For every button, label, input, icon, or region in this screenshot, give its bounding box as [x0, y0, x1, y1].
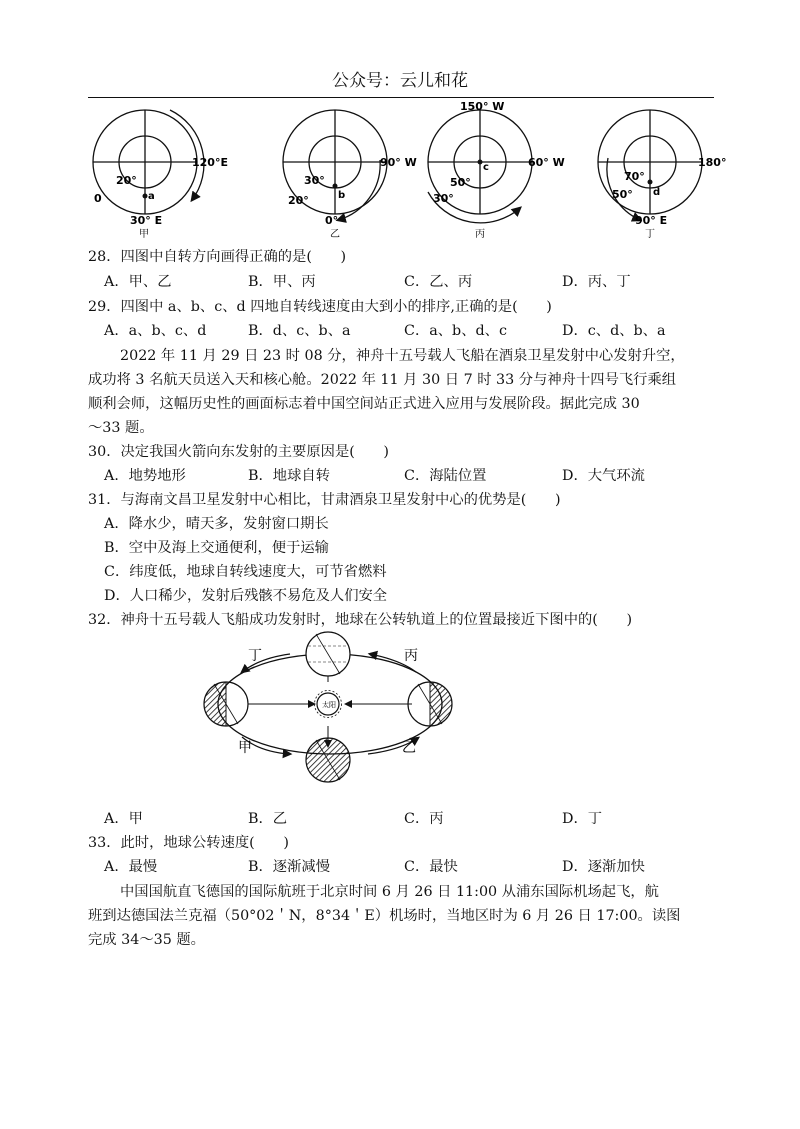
passage2-line-3: 完成 34～35 题。 — [88, 932, 205, 948]
q32-stem: 32．神舟十五号载人飞船成功发射时，地球在公转轨道上的位置最接近下图中的( ) — [88, 612, 633, 628]
bing-lat-50: 50° — [450, 176, 471, 189]
panel-bing — [428, 110, 532, 223]
bing-lat-30: 30° — [433, 192, 454, 205]
q29-stem: 29．四图中 a、b、c、d 四地自转线速度由大到小的排序,正确的是( ) — [88, 299, 552, 315]
jia-label: 甲 — [139, 229, 149, 240]
q29-option-b: B．d、c、b、a — [248, 323, 351, 339]
sun-label: 太阳 — [322, 701, 336, 709]
orbit-label-yi: 乙 — [402, 740, 416, 756]
q31-option-b: B．空中及海上交通便利，便于运输 — [104, 540, 329, 556]
yi-lon-0: 0° — [325, 214, 339, 227]
q33-option-b: B．逐渐减慢 — [248, 859, 330, 875]
q32-option-b: B．乙 — [248, 811, 288, 827]
q30-stem: 30．决定我国火箭向东发射的主要原因是( ) — [88, 444, 389, 460]
q31-option-c: C．纬度低，地球自转线速度大，可节省燃料 — [104, 564, 387, 580]
q32-option-d: D．丁 — [562, 811, 603, 827]
q33-option-d: D．逐渐加快 — [562, 859, 645, 875]
q33-option-c: C．最快 — [404, 859, 458, 875]
passage2-line-1: 中国国航直飞德国的国际航班于北京时间 6 月 26 日 11:00 从浦东国际机场起飞，航 — [120, 884, 659, 900]
bing-label: 丙 — [475, 229, 485, 240]
bing-point-c: c — [483, 162, 489, 173]
panel-ding — [598, 110, 702, 220]
q31-option-d: D．人口稀少，发射后残骸不易危及人们安全 — [104, 588, 388, 604]
earth-left-icon — [204, 682, 248, 726]
header-rule — [88, 97, 714, 98]
q33-option-a: A．最慢 — [104, 859, 158, 875]
earth-top-icon — [306, 632, 350, 676]
passage2-line-2: 班到达德国法兰克福（50°02＇N，8°34＇E）机场时，当地区时为 6 月 26 日 17:00。读图 — [88, 908, 681, 924]
q28-option-c: C．乙、丙 — [404, 274, 473, 290]
q29-option-a: A．a、b、c、d — [104, 323, 207, 339]
q30-option-d: D．大气环流 — [562, 468, 645, 484]
passage1-line-1: 2022 年 11 月 29 日 23 时 08 分，神舟十五号载人飞船在酒泉卫星发射中心发射升空， — [120, 348, 685, 364]
jia-lat-20: 20° — [116, 174, 137, 187]
ding-lat-70: 70° — [624, 170, 645, 183]
bing-lon-150w: 150° W — [460, 100, 505, 113]
ding-lon-180: 180° — [698, 156, 727, 169]
orbit-figure — [190, 632, 470, 782]
q28-stem: 28．四图中自转方向画得正确的是( ) — [88, 249, 347, 265]
yi-lat-30: 30° — [304, 174, 325, 187]
q31-option-a: A．降水少，晴天多，发射窗口期长 — [104, 516, 329, 532]
yi-label: 乙 — [330, 229, 340, 240]
ding-lon-90e: 90° E — [635, 214, 668, 227]
q30-option-b: B．地球自转 — [248, 468, 330, 484]
yi-lat-20: 20° — [288, 194, 309, 207]
jia-lon-30e: 30° E — [130, 214, 163, 227]
jia-lat-0: 0 — [94, 192, 102, 205]
jia-lon-120: 120°E — [192, 156, 228, 169]
passage1-line-3: 顺利会师，这幅历史性的画面标志着中国空间站正式进入应用与发展阶段。据此完成 30 — [88, 396, 640, 412]
q28-option-a: A．甲、乙 — [104, 274, 172, 290]
q30-option-c: C．海陆位置 — [404, 468, 487, 484]
passage1-line-4: ～33 题。 — [88, 420, 154, 436]
q30-option-a: A．地势地形 — [104, 468, 186, 484]
jia-point-a: a — [148, 191, 155, 202]
earth-right-icon — [408, 682, 452, 726]
q31-stem: 31．与海南文昌卫星发射中心相比，甘肃酒泉卫星发射中心的优势是( ) — [88, 492, 561, 508]
q33-stem: 33．此时，地球公转速度( ) — [88, 835, 289, 851]
orbit-label-ding: 丁 — [248, 648, 262, 664]
q28-option-b: B．甲、丙 — [248, 274, 316, 290]
q32-option-c: C．丙 — [404, 811, 444, 827]
q29-option-d: D．c、d、b、a — [562, 323, 666, 339]
ding-label: 丁 — [645, 229, 655, 240]
yi-point-b: b — [338, 190, 346, 201]
passage1-line-2: 成功将 3 名航天员送入天和核心舱。2022 年 11 月 30 日 7 时 33 分与神舟十四号飞行乘组 — [88, 372, 677, 388]
q28-option-d: D．丙、丁 — [562, 274, 631, 290]
earth-bottom-icon — [306, 738, 350, 782]
ding-point-d: d — [653, 187, 661, 198]
orbit-label-bing: 丙 — [404, 648, 418, 664]
bing-lon-60w: 60° W — [528, 156, 565, 169]
orbit-label-jia: 甲 — [238, 740, 252, 756]
q29-option-c: C．a、b、d、c — [404, 323, 507, 339]
yi-lon-90w: 90° W — [380, 156, 417, 169]
q32-option-a: A．甲 — [104, 811, 143, 827]
page-header: 公众号：云儿和花 — [332, 71, 468, 91]
polar-rotation-figure — [80, 100, 727, 240]
ding-lat-50: 50° — [612, 188, 633, 201]
